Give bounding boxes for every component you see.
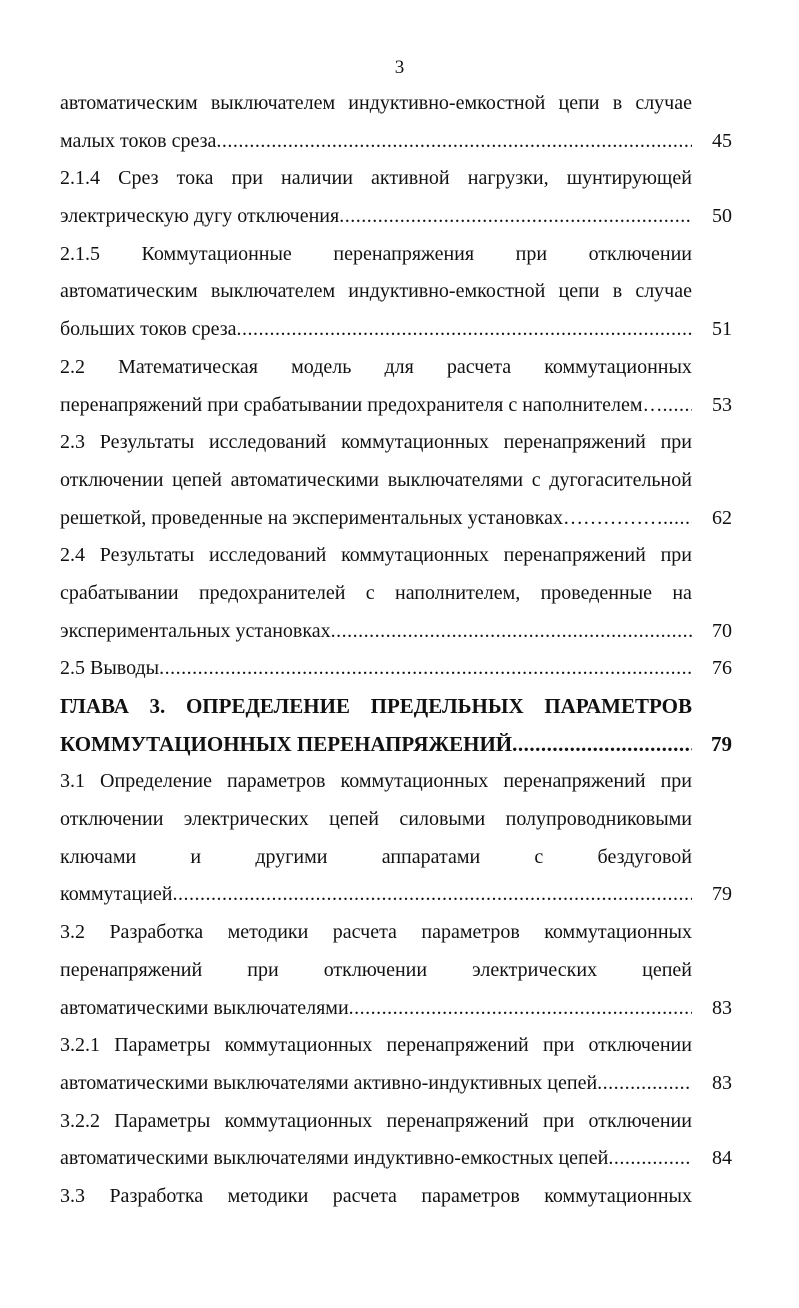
toc-word: цепи	[558, 92, 600, 114]
toc-word: коммутационных	[341, 431, 489, 454]
toc-entry-line	[60, 160, 732, 198]
toc-chapter-heading	[60, 688, 732, 763]
toc-entry-last-line	[60, 387, 732, 425]
toc-word: Параметры	[114, 1109, 211, 1132]
toc-word: дугогасительной	[549, 468, 692, 491]
toc-word: шунтирующей	[566, 167, 692, 190]
toc-word: автоматическим	[60, 92, 198, 114]
toc-entry-last-line	[60, 876, 732, 914]
toc-dot-leader	[662, 387, 692, 425]
toc-word: расчета	[446, 355, 512, 378]
toc-word: 3.3	[60, 1184, 85, 1207]
toc-word: отключении	[60, 468, 164, 491]
toc-entry-title: больших токов среза	[60, 318, 237, 341]
toc-word: 3.	[149, 694, 166, 718]
toc-dot-leader	[159, 650, 692, 688]
toc-word: коммутационных	[544, 355, 692, 378]
toc-dot-leader	[663, 500, 692, 538]
toc-word: перенапряжений	[60, 958, 203, 981]
toc-page-number: 83	[712, 1071, 732, 1094]
toc-word: перенапряжений	[503, 544, 646, 567]
toc-entry-line	[60, 839, 732, 877]
toc-entry-line	[60, 914, 732, 952]
page-number: 3	[394, 57, 405, 78]
toc-word: методики	[227, 921, 309, 944]
toc-entry-line	[60, 1027, 732, 1065]
toc-page-number: 70	[712, 619, 732, 642]
toc-entry-line	[60, 1178, 732, 1216]
toc-word: ПРЕДЕЛЬНЫХ	[370, 694, 524, 718]
toc-dot-leader	[349, 990, 692, 1028]
toc-page-number: 53	[712, 393, 732, 416]
toc-entry-line	[60, 1103, 732, 1141]
toc-entry-line	[60, 424, 732, 462]
toc-dot-leader	[597, 1065, 692, 1103]
toc-word: на	[672, 581, 692, 604]
toc-word: автоматическим	[60, 280, 198, 303]
toc-word: с	[531, 468, 541, 491]
toc-word: методики	[227, 1184, 309, 1207]
toc-word: Результаты	[99, 431, 195, 454]
toc-word: наполнителем,	[394, 581, 521, 604]
toc-page-number: 45	[712, 129, 732, 152]
toc-word: параметров	[421, 921, 520, 944]
toc-word: при	[660, 544, 692, 567]
toc-word: индуктивно-емкостной	[348, 92, 546, 114]
toc-word: ГЛАВА	[60, 694, 129, 718]
toc-entry-title: перенапряжений при срабатывании предохранителя с наполнителем…	[60, 393, 663, 416]
toc-word: наличии	[281, 167, 353, 190]
toc-word: отключении	[588, 1109, 692, 1132]
toc-word: Результаты	[99, 544, 195, 567]
toc-dot-leader	[608, 1140, 692, 1178]
toc-page-number: 84	[712, 1147, 732, 1170]
toc-word: случае	[635, 92, 692, 114]
toc-word: полупроводниковыми	[505, 808, 692, 831]
toc-word: перенапряжений	[503, 770, 646, 793]
toc-word: ПАРАМЕТРОВ	[544, 694, 692, 718]
toc-entry	[60, 763, 732, 914]
toc-word: нагрузки,	[467, 167, 549, 190]
toc-entry-last-line	[60, 613, 732, 651]
toc-entry	[60, 160, 732, 235]
toc-entry	[60, 349, 732, 424]
toc-dot-leader	[172, 876, 692, 914]
toc-word: цепей	[329, 808, 380, 831]
toc-entry-line	[60, 462, 732, 500]
toc-word: коммутационных	[340, 770, 489, 793]
toc-entry-line	[60, 801, 732, 839]
toc-word: перенапряжений	[386, 1109, 529, 1132]
toc-dot-leader	[512, 726, 692, 764]
toc-word: модель	[291, 355, 352, 378]
toc-word: случае	[635, 280, 692, 303]
toc-entry-title: 2.5 Выводы	[60, 657, 160, 680]
toc-word: выключателем	[210, 92, 336, 114]
toc-entry-last-line	[60, 990, 732, 1028]
toc-entry-line	[60, 952, 732, 990]
toc-entry-last-line	[60, 123, 732, 161]
toc-entry-last-line	[60, 650, 732, 688]
toc-word: при	[247, 958, 279, 981]
toc-word: проведенные	[540, 581, 653, 604]
toc-word: 3.2.1	[60, 1034, 100, 1057]
toc-entry-line	[60, 273, 732, 311]
toc-word: для	[384, 355, 414, 378]
toc-word: и	[190, 845, 202, 868]
toc-word: бездуговой	[597, 845, 692, 868]
toc-word: Коммутационные	[141, 242, 292, 265]
toc-word: коммутационных	[544, 1184, 692, 1207]
toc-word: Разработка	[109, 921, 204, 944]
toc-word: при	[660, 431, 692, 454]
toc-entry-line	[60, 85, 732, 123]
toc-word: ОПРЕДЕЛЕНИЕ	[185, 694, 350, 718]
toc-word: 2.1.4	[60, 167, 100, 190]
toc-entry	[60, 1027, 732, 1102]
toc-dot-leader	[331, 613, 692, 651]
toc-entry	[60, 537, 732, 650]
toc-word: с	[365, 581, 375, 604]
toc-word: Математическая	[118, 355, 258, 378]
toc-word: выключателями	[387, 468, 524, 491]
toc-word: аппаратами	[381, 845, 481, 868]
toc-word: коммутационных	[544, 921, 692, 944]
toc-word: в	[612, 280, 623, 303]
toc-entry-title: решеткой, проведенные на экспериментальных установках……………	[60, 506, 663, 529]
toc-entry	[60, 236, 732, 349]
toc-word: параметров	[227, 770, 326, 793]
toc-page-number: 62	[712, 506, 732, 529]
toc-page-number: 79	[712, 883, 732, 906]
toc-word: 3.2	[60, 921, 85, 944]
toc-word: активной	[371, 167, 450, 190]
toc-word: автоматическими	[230, 468, 379, 491]
toc-word: коммутационных	[224, 1034, 373, 1057]
toc-entry-line	[60, 537, 732, 575]
toc-word: срабатывании	[60, 581, 179, 604]
toc-entry-line	[60, 688, 732, 726]
toc-word: ключами	[60, 845, 137, 868]
toc-word: Разработка	[109, 1184, 204, 1207]
toc-word: 2.4	[60, 544, 85, 567]
toc-word: цепи	[558, 280, 600, 303]
toc-word: при	[515, 242, 548, 265]
toc-word: расчета	[332, 1184, 397, 1207]
toc-word: 3.1	[60, 770, 85, 793]
toc-entry-last-line	[60, 198, 732, 236]
toc-page-number: 79	[711, 731, 732, 756]
toc-word: отключении	[323, 958, 428, 981]
toc-word: параметров	[421, 1184, 520, 1207]
toc-word: 2.3	[60, 431, 85, 454]
toc-entry-title: автоматическими выключателями	[60, 996, 349, 1019]
toc-entry-line	[60, 763, 732, 801]
toc-entry-last-line	[60, 1065, 732, 1103]
toc-word: цепей	[172, 468, 222, 491]
table-of-contents	[60, 85, 732, 1216]
toc-word: при	[231, 167, 263, 190]
toc-word: индуктивно-емкостной	[348, 280, 546, 303]
toc-entry	[60, 1103, 732, 1178]
toc-word: отключении	[588, 242, 692, 265]
toc-word: перенапряжений	[386, 1034, 529, 1057]
toc-word: при	[542, 1109, 575, 1132]
toc-entry-last-line	[60, 1140, 732, 1178]
toc-page-number: 51	[712, 318, 732, 341]
toc-entry-title: экспериментальных установках	[60, 619, 331, 642]
toc-dot-leader	[237, 311, 692, 349]
toc-entry-title: автоматическими выключателями индуктивно-емкостных цепей	[60, 1147, 609, 1170]
toc-entry-title: автоматическими выключателями активно-индуктивных цепей	[60, 1071, 598, 1094]
toc-word: отключении	[60, 808, 164, 831]
toc-word: выключателем	[210, 280, 336, 303]
toc-word: коммутационных	[341, 544, 489, 567]
toc-word: коммутационных	[224, 1109, 373, 1132]
toc-entry-title: электрическую дугу отключения	[60, 205, 340, 228]
toc-entry-last-line	[60, 726, 732, 764]
toc-entry-line	[60, 236, 732, 274]
toc-word: Параметры	[114, 1034, 211, 1057]
toc-word: 2.2	[60, 355, 85, 378]
toc-entry-line	[60, 349, 732, 387]
toc-word: силовыми	[399, 808, 486, 831]
toc-word: расчета	[332, 921, 397, 944]
toc-entry	[60, 1178, 732, 1216]
toc-entry-title: коммутацией	[60, 883, 173, 906]
toc-entry	[60, 424, 732, 537]
toc-dot-leader	[339, 198, 692, 236]
toc-page-number: 76	[712, 657, 732, 680]
toc-word: перенапряжений	[503, 431, 646, 454]
toc-entry-title: КОММУТАЦИОННЫХ ПЕРЕНАПРЯЖЕНИЙ	[60, 731, 513, 756]
toc-word: 2.1.5	[60, 242, 100, 265]
toc-word: 3.2.2	[60, 1109, 100, 1132]
toc-word: электрических	[472, 958, 598, 981]
toc-entry-last-line	[60, 311, 732, 349]
toc-dot-leader	[216, 123, 692, 161]
toc-word: отключении	[588, 1034, 692, 1057]
toc-entry	[60, 914, 732, 1027]
toc-word: предохранителей	[198, 581, 346, 604]
toc-entry-title: малых токов среза	[60, 129, 217, 152]
toc-page-number: 83	[712, 996, 732, 1019]
toc-word: исследований	[208, 544, 327, 567]
toc-word: другими	[255, 845, 328, 868]
toc-word: в	[612, 92, 623, 114]
toc-word: цепей	[642, 958, 692, 981]
toc-word: перенапряжения	[333, 242, 475, 265]
toc-word: Срез	[118, 167, 159, 190]
toc-word: при	[542, 1034, 575, 1057]
toc-word: Определение	[100, 770, 212, 793]
toc-entry-last-line	[60, 500, 732, 538]
toc-word: исследований	[208, 431, 327, 454]
toc-word: электрических	[183, 808, 309, 831]
toc-page-number: 50	[712, 205, 732, 228]
toc-word: тока	[176, 167, 214, 190]
toc-entry	[60, 650, 732, 688]
toc-entry	[60, 85, 732, 160]
toc-word: при	[660, 770, 692, 793]
toc-entry-line	[60, 575, 732, 613]
toc-word: с	[534, 845, 544, 868]
